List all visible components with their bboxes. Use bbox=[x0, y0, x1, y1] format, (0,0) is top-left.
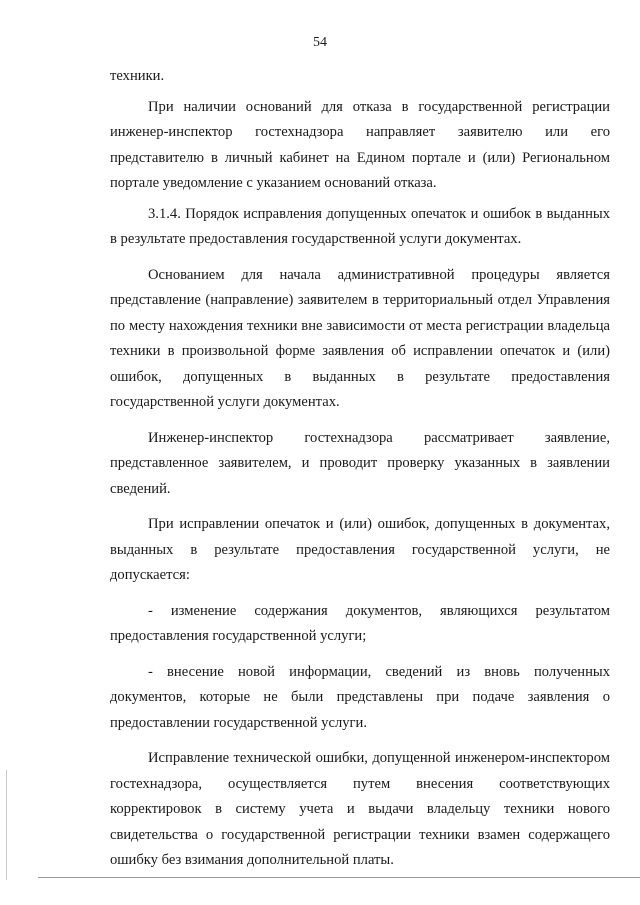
scan-left-edge bbox=[6, 770, 7, 880]
page-number: 54 bbox=[313, 35, 327, 50]
list-item-content-change: - изменение содержания документов, являющихся результатом предоставления государственной услуги; bbox=[110, 602, 610, 644]
paragraph-not-allowed: При исправлении опечаток и (или) ошибок, допущенных в документах, выданных в результате предоставления государственной услуги, не допускается: bbox=[110, 516, 610, 583]
paragraph-inspector-review: Инженер-инспектор гостехнадзора рассматривает заявление, представленное заявителем, и проводит проверку указанных в заявлении сведений. bbox=[110, 429, 610, 497]
section-heading-3-1-4: 3.1.4. Порядок исправления допущенных опечаток и ошибок в выданных в результате предоставления государственной услуги документах. bbox=[110, 205, 610, 247]
page-body bbox=[110, 64, 610, 874]
paragraph-refusal-notice: При наличии оснований для отказа в государственной регистрации инженер-инспектор гостехнадзора направляет заявителю или его представителю в личный кабинет на Едином портале и (или) Региональном портале уведомление с указанием оснований отказа. bbox=[110, 98, 610, 191]
scan-bottom-line bbox=[38, 877, 640, 878]
paragraph-continuation: техники. bbox=[110, 68, 165, 84]
paragraph-procedure-basis: Основанием для начала административной процедуры является представление (направление) заявителем в территориальный отдел Управления по месту нахождения техники вне зависимости от места регистрации владельца техники в произвольной форме заявления об исправлении опечаток и (или) ошибок, допущенных в выданных в результате предоставления государственной услуги документах. bbox=[110, 266, 610, 410]
list-item-new-information: - внесение новой информации, сведений из вновь полученных документов, которые не были представлены при подаче заявления о предоставлении государственной услуги. bbox=[110, 663, 610, 731]
paragraph-technical-error: Исправление технической ошибки, допущенной инженером-инспектором гостехнадзора, осуществляется путем внесения соответствующих корректировок в систему учета и выдачи владельцу техники нового свидетельства о государственной регистрации техники взамен содержащего ошибку без взимания дополнительной платы. bbox=[110, 750, 610, 868]
